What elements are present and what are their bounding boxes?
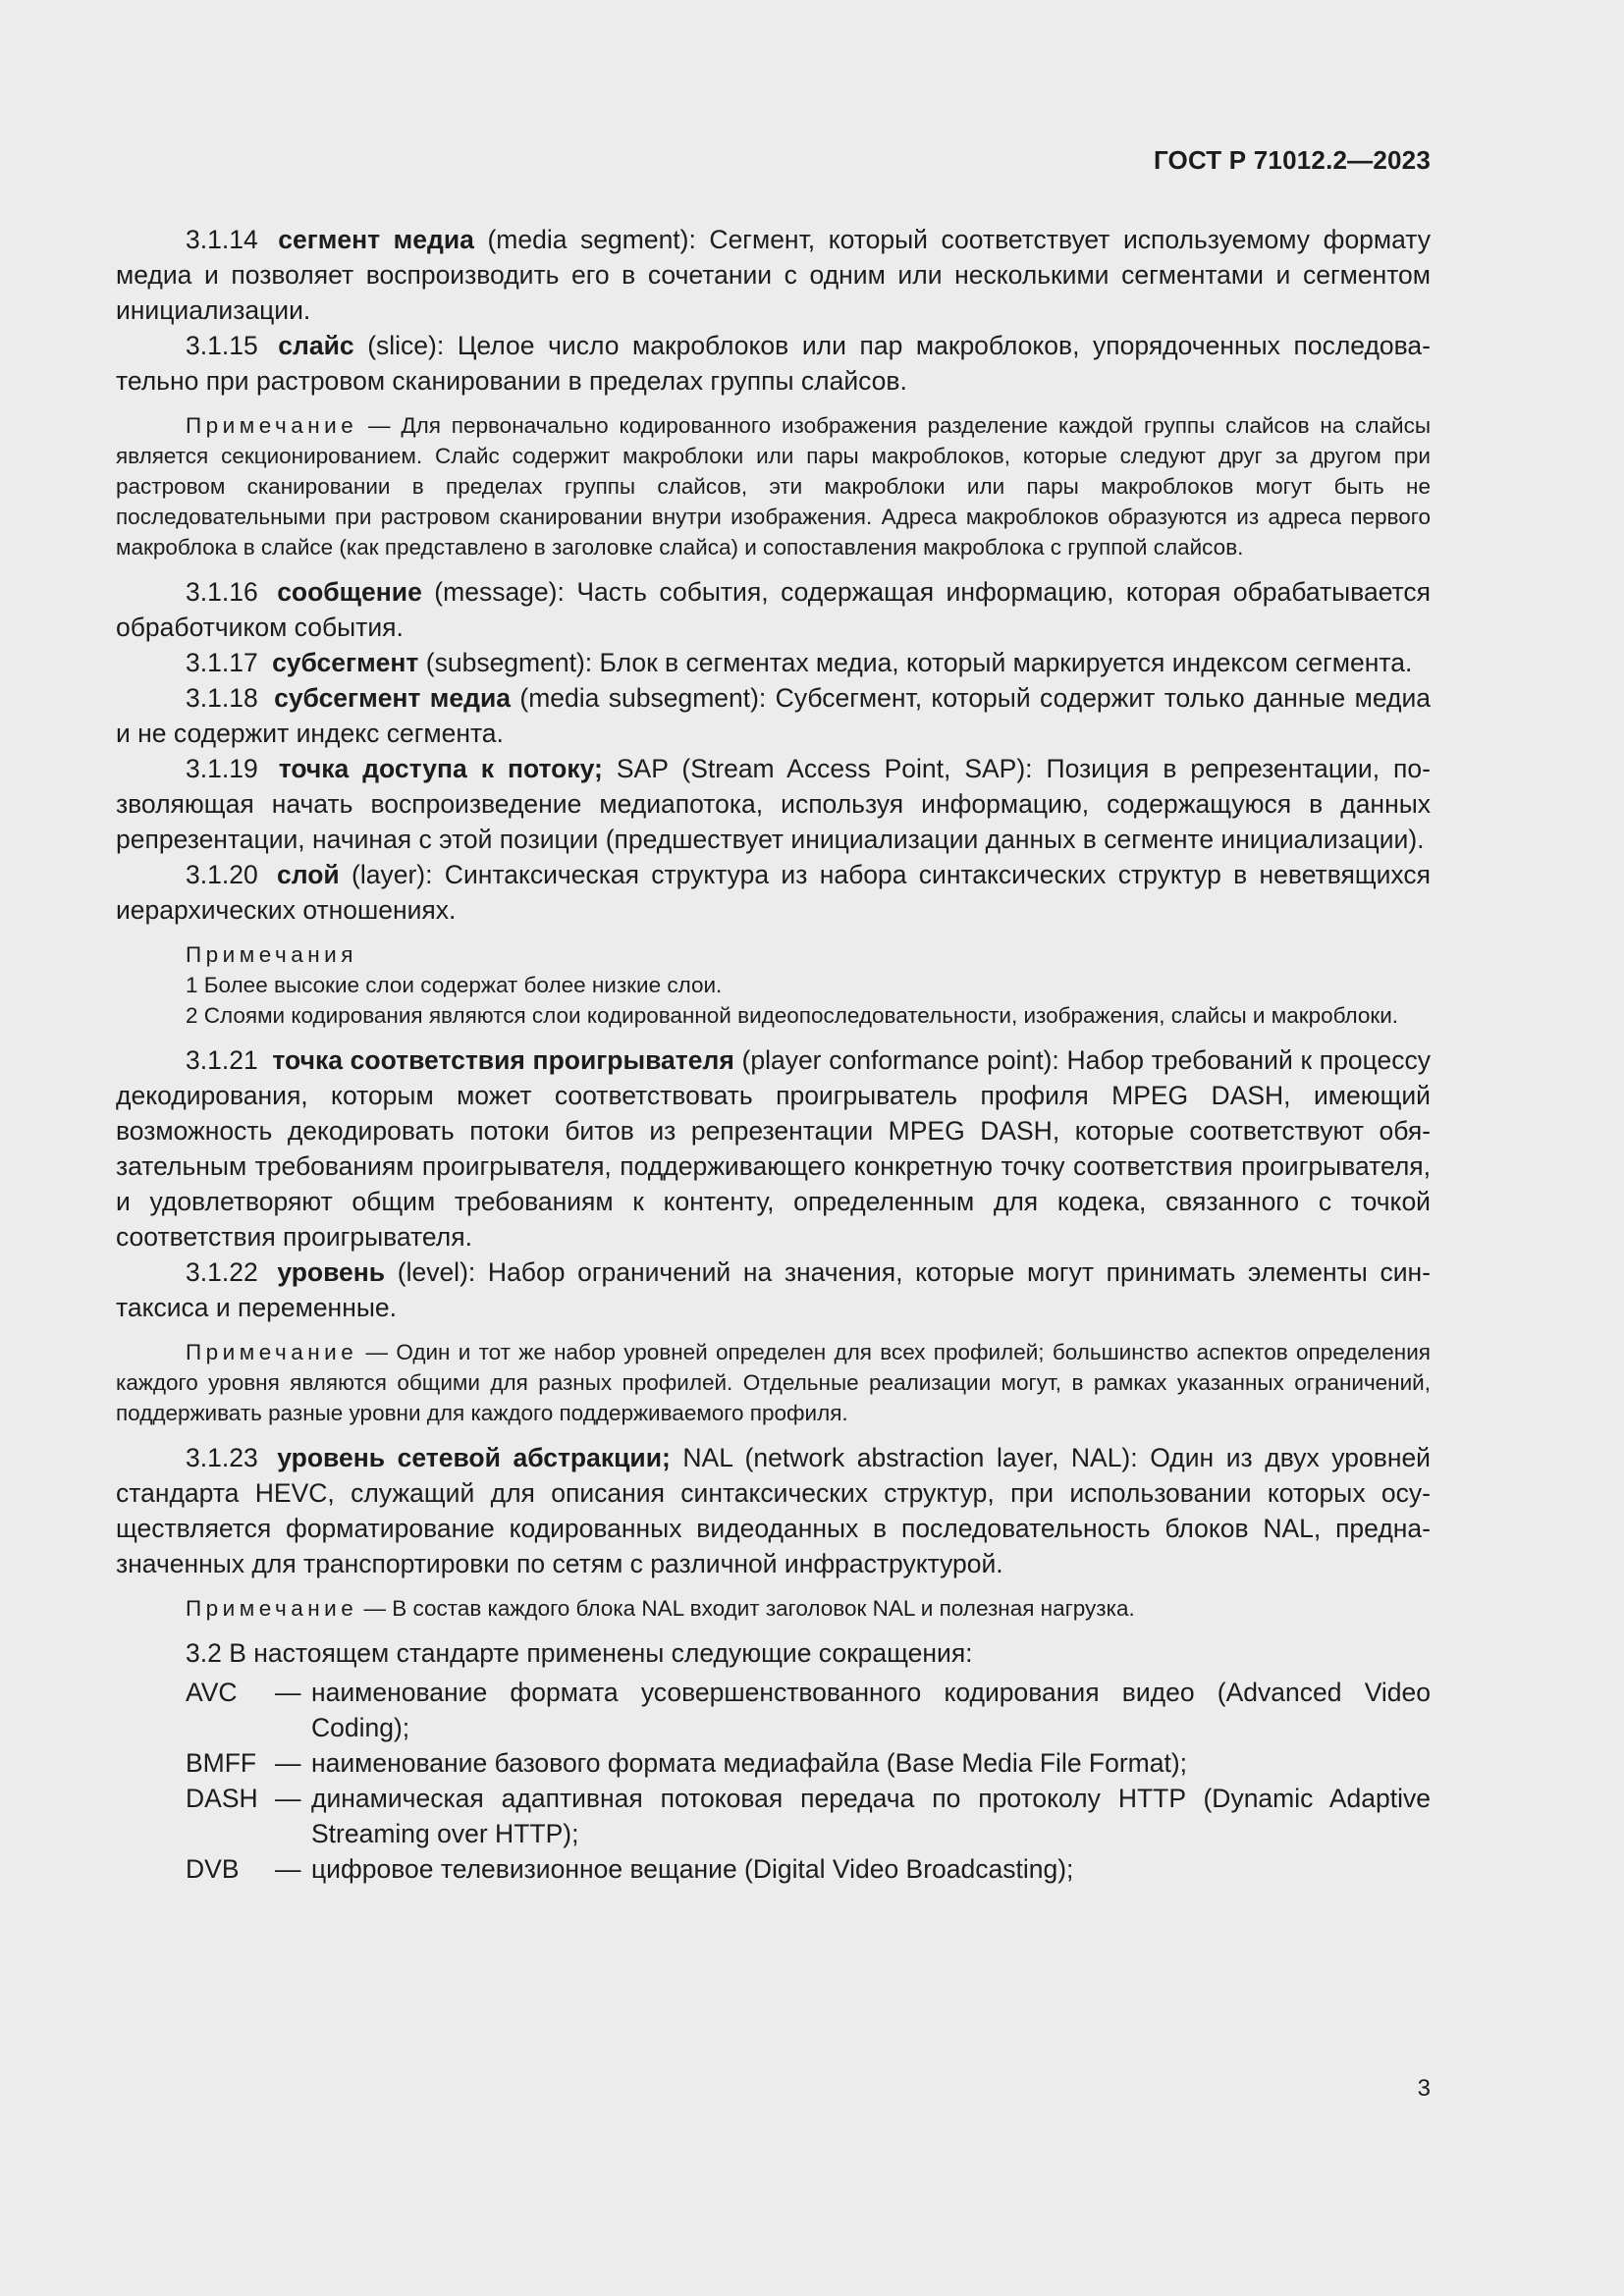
abbreviation-row (116, 1675, 1431, 1745)
term-number: 3.1.15 (186, 331, 258, 360)
term-name: слой (277, 860, 340, 889)
term-3-1-16 (116, 574, 1431, 645)
term-number: 3.1.16 (186, 577, 258, 607)
term-name: точка соответствия проигрывателя (272, 1045, 734, 1075)
abbreviation-dash: — (275, 1784, 301, 1813)
note-level (116, 1337, 1431, 1428)
term-number: 3.1.18 (186, 683, 258, 713)
document-code-header: ГОСТ Р 71012.2—2023 (1153, 145, 1431, 175)
note-label: Примечание (186, 1340, 358, 1364)
abbreviation-row (116, 1781, 1431, 1851)
term-3-1-21 (116, 1042, 1431, 1255)
note-text: — Один и тот же набор уровней определен для всех профилей; большинство аспектов определения каждого уровня являются общими для разных профилей. Отдельные реализации могут, в рамках указанных ограничений, поддерживать разные уровни для каждого поддерживаемого профиля. (116, 1340, 1431, 1425)
term-3-1-22 (116, 1255, 1431, 1325)
term-3-1-18 (116, 680, 1431, 751)
term-definition: (subsegment): Блок в сегментах медиа, который маркируется индексом сегмента. (418, 648, 1413, 677)
term-name: слайс (278, 331, 354, 360)
note-label: Примечание (186, 413, 358, 438)
term-definition: (media subsegment): Субсегмент, который содержит только данные медиа и не содержит индекс сегмента. (116, 683, 1431, 748)
term-3-1-17 (116, 645, 1431, 680)
note-label: Примечание (186, 1596, 358, 1621)
abbreviation-row (116, 1745, 1431, 1781)
term-definition: (message): Часть события, содержащая информацию, которая обрабатывается обработчиком события. (116, 577, 1431, 642)
term-definition: NAL (network abstraction layer, NAL): Один из двух уровней стандарта HEVC, служащий для описания синтаксических структур, при использовании которых осуществляется форматирование кодированных видеоданных в последовательность блоков NAL, предназначенных для транспортировки по сетям с различной инфраструктурой. (116, 1443, 1431, 1578)
term-name: точка доступа к потоку; (278, 754, 603, 783)
abbreviation-dash: — (275, 1854, 301, 1884)
term-name: субсегмент медиа (274, 683, 511, 713)
term-definition: (level): Набор ограничений на значения, которые могут принимать элементы синтаксиса и переменные. (116, 1257, 1431, 1322)
note-item-1: 1 Более высокие слои содержат более низкие слои. (186, 973, 723, 997)
abbreviation-definition: цифровое телевизионное вещание (Digital Video Broadcasting); (311, 1854, 1074, 1884)
note-nal (116, 1593, 1431, 1624)
term-number: 3.1.19 (186, 754, 258, 783)
term-3-1-15 (116, 328, 1431, 399)
term-name: субсегмент (272, 648, 419, 677)
notes-heading: Примечания (186, 942, 357, 967)
note-text: — В состав каждого блока NAL входит заголовок NAL и полезная нагрузка. (357, 1596, 1135, 1621)
note-text: — Для первоначально кодированного изображения разделение каждой группы слайсов на слайсы является секционированием. Слайс содержит макроблоки или пары макроблоков, которые следуют друг за другом при растровом сканировании в пределах группы слайсов, эти макроблоки или пары макроблоков могут быть не последовательными при растровом сканировании внутри изображения. Адреса макроблоков образуются из адреса первого макроблока в слайсе (как представлено в заголовке слайса) и сопоставления макроблока с группой слайсов. (116, 413, 1431, 560)
abbreviation-term: DVB (186, 1854, 240, 1884)
page-number: 3 (1417, 2075, 1431, 2102)
term-name: уровень (277, 1257, 386, 1287)
term-3-1-19 (116, 751, 1431, 857)
term-definition: (slice): Целое число макроблоков или пар макроблоков, упорядоченных последовательно при растровом сканировании в пределах группы слайсов. (116, 331, 1431, 396)
note-slice (116, 410, 1431, 562)
term-name: сообщение (277, 577, 422, 607)
term-3-1-20 (116, 857, 1431, 928)
term-number: 3.1.17 (186, 648, 258, 677)
abbreviation-term: AVC (186, 1678, 238, 1707)
term-definition: (layer): Синтаксическая структура из набора синтаксических структур в неветвящихся иерархических отношениях. (116, 860, 1431, 925)
note-item-2: 2 Слоями кодирования являются слои кодированной видеопоследовательности, изображения, слайсы и макроблоки. (186, 1003, 1399, 1028)
abbreviation-definition: наименование формата усовершенствованного кодирования видео (Advanced Video Coding); (311, 1678, 1431, 1742)
abbreviation-term: DASH (186, 1784, 258, 1813)
term-definition: (media segment): Сегмент, который соответствует используемому формату медиа и позволяет воспроизводить его в сочетании с одним или несколькими сегментами и сегментом инициализации. (116, 225, 1431, 325)
term-name: уровень сетевой абстракции; (277, 1443, 671, 1472)
term-number: 3.1.22 (186, 1257, 258, 1287)
abbreviation-dash: — (275, 1748, 301, 1778)
abbreviation-dash: — (275, 1678, 301, 1707)
page-content (116, 222, 1431, 1887)
term-3-1-23 (116, 1440, 1431, 1581)
term-number: 3.1.20 (186, 860, 258, 889)
term-number: 3.1.23 (186, 1443, 258, 1472)
abbreviation-definition: динамическая адаптивная потоковая передача по протоколу HTTP (Dynamic Adaptive Streaming over HTTP); (311, 1784, 1431, 1848)
abbreviation-row (116, 1851, 1431, 1887)
term-name: сегмент медиа (278, 225, 474, 254)
term-3-1-14 (116, 222, 1431, 328)
term-number: 3.1.21 (186, 1045, 258, 1075)
abbreviations-intro: 3.2 В настоящем стандарте применены следующие сокращения: (186, 1638, 973, 1668)
abbreviation-definition: наименование базового формата медиафайла (Base Media File Format); (311, 1748, 1188, 1778)
term-definition: (player conformance point): Набор требований к процессу декодирования, которым может соответствовать проигрыватель профиля MPEG DASH, имеющий возможность декодировать потоки битов из репрезентации MPEG DASH, которые соответствуют обязательным требованиям проигрывателя, поддерживающего конкретную точку соответствия проигрывателя, и удовлетворяют общим требованиям к контенту, определенным для кодека, связанного с точкой соответствия проигрывателя. (116, 1045, 1431, 1252)
term-number: 3.1.14 (186, 225, 258, 254)
abbreviation-term: BMFF (186, 1748, 257, 1778)
term-definition: SAP (Stream Access Point, SAP): Позиция в репрезентации, позволяющая начать воспроизведение медиапотока, используя информацию, содержащуюся в данных репрезентации, начиная с этой позиции (предшествует инициализации данных в сегменте инициализации). (116, 754, 1431, 854)
